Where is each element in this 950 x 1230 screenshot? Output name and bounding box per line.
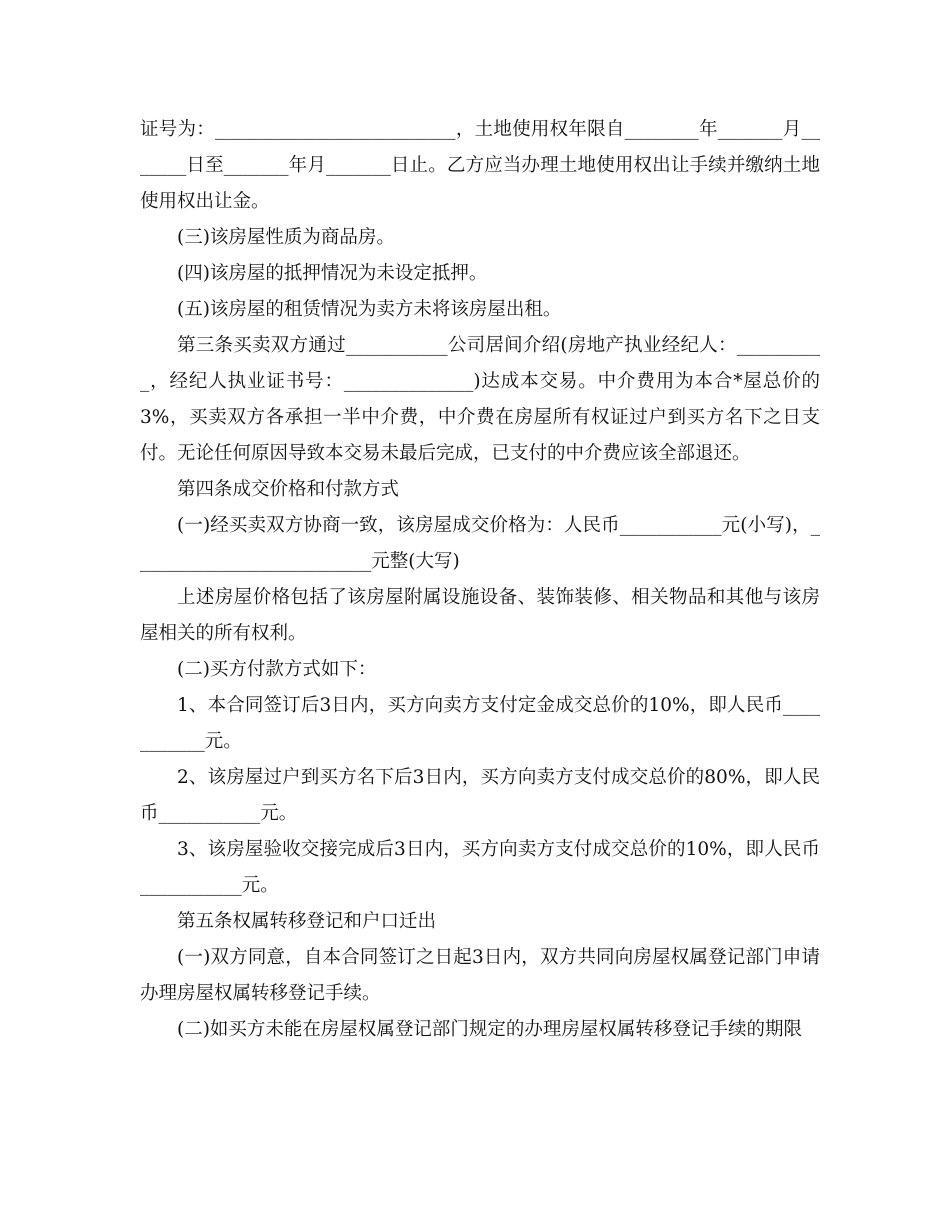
paragraph-transfer-registration: (一)双方同意，自本合同签订之日起3日内，双方共同向房屋权属登记部门申请办理房屋权属转移登记手续。	[140, 947, 820, 1004]
paragraph-price-includes: 上述房屋价格包括了该房屋附属设施设备、装饰装修、相关物品和其他与该房屋相关的所有权利。	[140, 587, 820, 644]
heading-article-4: 第四条成交价格和付款方式	[177, 479, 400, 500]
paragraph-transaction-price: (一)经买卖双方协商一致，该房屋成交价格为：人民币___________元(小写)，__________________________元整(大写)	[140, 515, 820, 572]
paragraph-mortgage-status: (四)该房屋的抵押情况为未设定抵押。	[177, 263, 488, 284]
paragraph-payment-method: (二)买方付款方式如下：	[177, 659, 377, 680]
paragraph-payment-3: 3、该房屋验收交接完成后3日内，买方向卖方支付成交总价的10%，即人民币___________元。	[140, 839, 820, 896]
paragraph-payment-1: 1、本合同签订后3日内，买方向卖方支付定金成交总价的10%，即人民币___________元。	[140, 695, 820, 752]
document-body	[140, 112, 820, 1048]
paragraph-article-3-agency: 第三条买卖双方通过___________公司居间介绍(房地产执业经纪人：__________，经纪人执业证书号：______________)达成本交易。中介费用为本合*屋总价的3%，买卖双方各承担一半中介费，中介费在房屋所有权证过户到买方名下之日支付。无论任何原因导致本交易未最后完成，已支付的中介费应该全部退还。	[140, 335, 820, 464]
paragraph-property-nature: (三)该房屋性质为商品房。	[177, 227, 395, 248]
heading-article-5: 第五条权属转移登记和户口迁出	[177, 911, 437, 932]
paragraph-payment-2: 2、该房屋过户到买方名下后3日内，买方向卖方支付成交总价的80%，即人民币___________元。	[140, 767, 820, 824]
paragraph-lease-status: (五)该房屋的租赁情况为卖方未将该房屋出租。	[177, 299, 562, 320]
paragraph-buyer-delay: (二)如买方未能在房屋权属登记部门规定的办理房屋权属转移登记手续的期限	[177, 1019, 802, 1040]
paragraph-land-use-term: 证号为：__________________________，土地使用权年限自________年_______月_______日至_______年月_______日止。乙方应当办理土地使用权出让手续并缴纳土地使用权出让金。	[140, 119, 820, 212]
